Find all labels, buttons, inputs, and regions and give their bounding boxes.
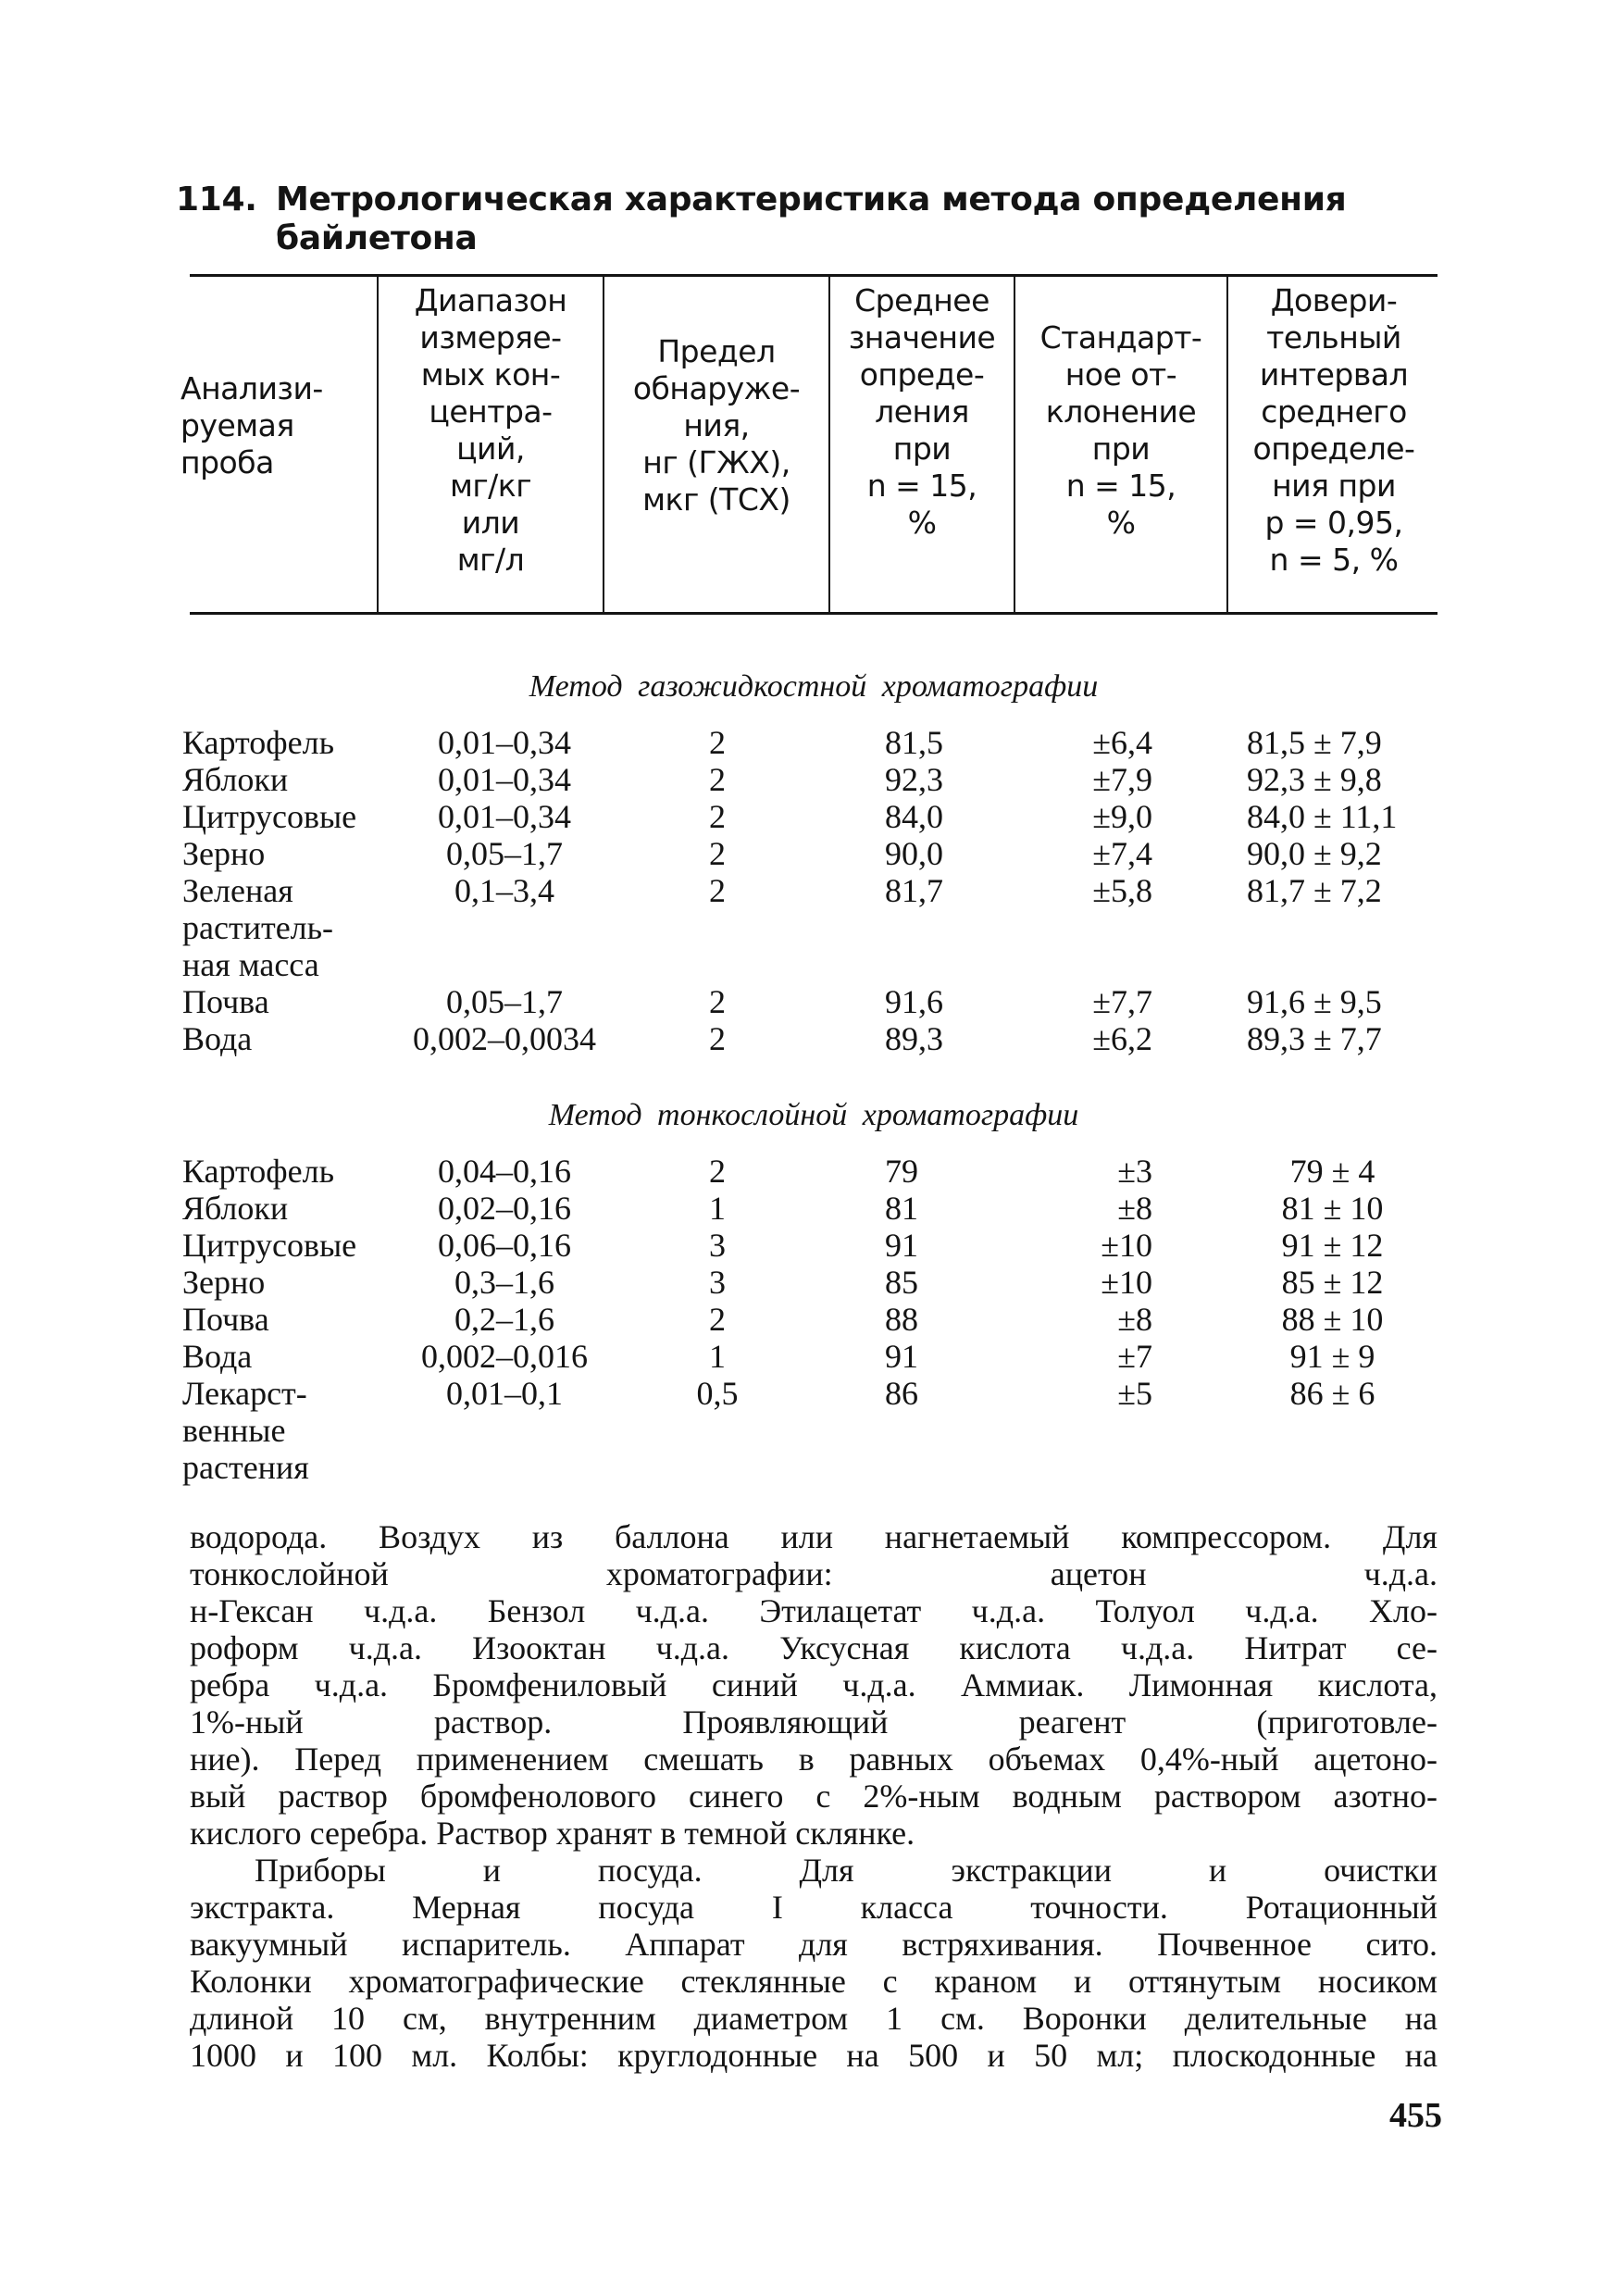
body-paragraph-reagents xyxy=(190,1518,1438,1852)
text-line: Колонки хроматографические стеклянные с краном и оттянутым носиком xyxy=(190,1963,1438,2000)
table-title-line-1: Метрологическая характеристика метода определения xyxy=(276,181,1347,218)
text-line: роформ ч.д.а. Изооктан ч.д.а. Уксусная кислота ч.д.а. Нитрат се- xyxy=(190,1629,1438,1666)
document-page: 114. Метрологическая характеристика метода определения байлетона Анализи- руемая проба Диапазон измеряе- мых кон- центра- ций, мг/кг или мг/л Предел обнаруже- ния, нг (ГЖХ), мкг (ТСХ) Среднее значение опреде- ления при n = 15, % Стандарт- ное от- клонение при n = 15, % Довери- тельный интервал среднего определе- ния при p = 0,95, n = 5, % Метод газожидкостной хроматографии Картофель 0,01–0,34 2 81,5 ±6,4 81,5 ± 7,9 Яблоки 0,01–0,34 2 92,3 ±7,9 92,3 ± 9,8 Цитрусовые 0,01–0,34 2 84,0 ±9,0 84,0 ± 11,1 Зерно 0,05–1,7 2 90,0 ±7,4 90,0 ± 9,2 Зеленая раститель- ная масса 0,1–3,4 2 81,7 ±5,8 81,7 ± 7,2 Почва 0,05–1,7 2 91,6 ±7,7 91,6 ± 9,5 Вода 0,002–0,0034 2 89,3 ±6,2 89,3 ± 7,7 Метод тонкослойной хроматографии Картофель 0,04–0,16 2 79 ±3 79 ± 4 Яблоки 0,02–0,16 1 81 ±8 81 ± 10 Цитрусовые 0,06–0,16 3 91 ±10 91 ± 12 Зерно 0,3–1,6 3 85 ±10 85 ± 12 Почва 0,2–1,6 2 88 ±8 88 ± 10 Вода 0,002–0,016 1 91 ±7 91 ± 9 Лекарст- венные растения 0,01–0,1 0,5 86 ±5 86 ± 6 водорода. Воздух из баллона или нагнетаемый компрессором. Для тонкослойной хроматографии: ацетон ч.д.а. н-Гексан ч.д.а. Бензол ч.д.а. Этилацетат ч.д.а. Толуол ч.д.а. Хло- роформ ч.д.а. Изооктан ч.д.а. Уксусная кислота ч.д.а. Нитрат се- ребра ч.д.а. Бромфениловый синий ч.д.а. Аммиак. Лимонная кислота, 1%-ный раствор. Проявляющий реагент (приготовле- ние). Перед применением смешать в равных объемах 0,4%-ный ацетоно- вый раствор бромфенолового синего с 2%-ным водным раствором азотно- кислого серебра. Раствор хранят в темной склянке. Приборы и посуда. Для экстракции и очистки экстракта. Мерная посуда I класса точности. Ротационный вакуумный испаритель. Аппарат для встряхивания. Почвенное сито. Колонки хроматографические стеклянные с краном и оттянутым носиком длиной 10 см, внутренним диаметром 1 см. Воронки делительные на 1000 и 100 мл. Колбы: круглодонные на 500 и 50 мл; плоскодонные на 455 xyxy=(176,181,1442,2135)
text-line: Приборы и посуда. Для экстракции и очистки xyxy=(255,1852,1438,1889)
text-line: водорода. Воздух из баллона или нагнетаемый компрессором. Для xyxy=(190,1518,1438,1555)
column-divider xyxy=(377,276,379,613)
header-sample: Анализи- руемая проба xyxy=(180,370,323,480)
section-title-glc: Метод газожидкостной хроматографии xyxy=(529,669,1099,704)
text-line: 1%-ный раствор. Проявляющий реагент (приготовле- xyxy=(190,1703,1438,1741)
text-line: вый раствор бромфенолового синего с 2%-ным водным раствором азотно- xyxy=(190,1778,1438,1815)
text-line: длиной 10 см, внутренним диаметром 1 см. Воронки делительные на xyxy=(190,2000,1438,2037)
text-line: ребра ч.д.а. Бромфениловый синий ч.д.а. Аммиак. Лимонная кислота, xyxy=(190,1666,1438,1703)
header-std-dev: Стандарт- ное от- клонение при n = 15, % xyxy=(1039,319,1202,541)
table-title-line-2: байлетона xyxy=(276,219,478,257)
header-mean: Среднее значение опреде- ления при n = 15, % xyxy=(848,282,996,541)
text-line: н-Гексан ч.д.а. Бензол ч.д.а. Этилацетат ч.д.а. Толуол ч.д.а. Хло- xyxy=(190,1592,1438,1629)
table-number: 114. xyxy=(176,181,257,218)
text-line: экстракта. Мерная посуда I класса точности. Ротационный xyxy=(190,1889,1438,1926)
text-line: вакуумный испаритель. Аппарат для встряхивания. Почвенное сито. xyxy=(190,1926,1438,1963)
header-confidence-interval: Довери- тельный интервал среднего определе- ния при p = 0,95, n = 5, % xyxy=(1252,282,1415,578)
page-number: 455 xyxy=(1389,2096,1442,2135)
header-range: Диапазон измеряе- мых кон- центра- ций, мг/кг или мг/л xyxy=(414,282,567,578)
section-title-tlc: Метод тонкослойной хроматографии xyxy=(548,1098,1079,1132)
body-paragraph-equipment xyxy=(190,1852,1438,2074)
text-line: кислого серебра. Раствор хранят в темной склянке. xyxy=(190,1815,915,1852)
text-line: ние). Перед применением смешать в равных объемах 0,4%-ный ацетоно- xyxy=(190,1741,1438,1778)
header-detection-limit: Предел обнаруже- ния, нг (ГЖХ), мкг (ТСХ) xyxy=(632,333,801,518)
text-line: 1000 и 100 мл. Колбы: круглодонные на 500 и 50 мл; плоскодонные на xyxy=(190,2037,1438,2074)
text-line: тонкослойной хроматографии: ацетон ч.д.а. xyxy=(190,1555,1438,1592)
